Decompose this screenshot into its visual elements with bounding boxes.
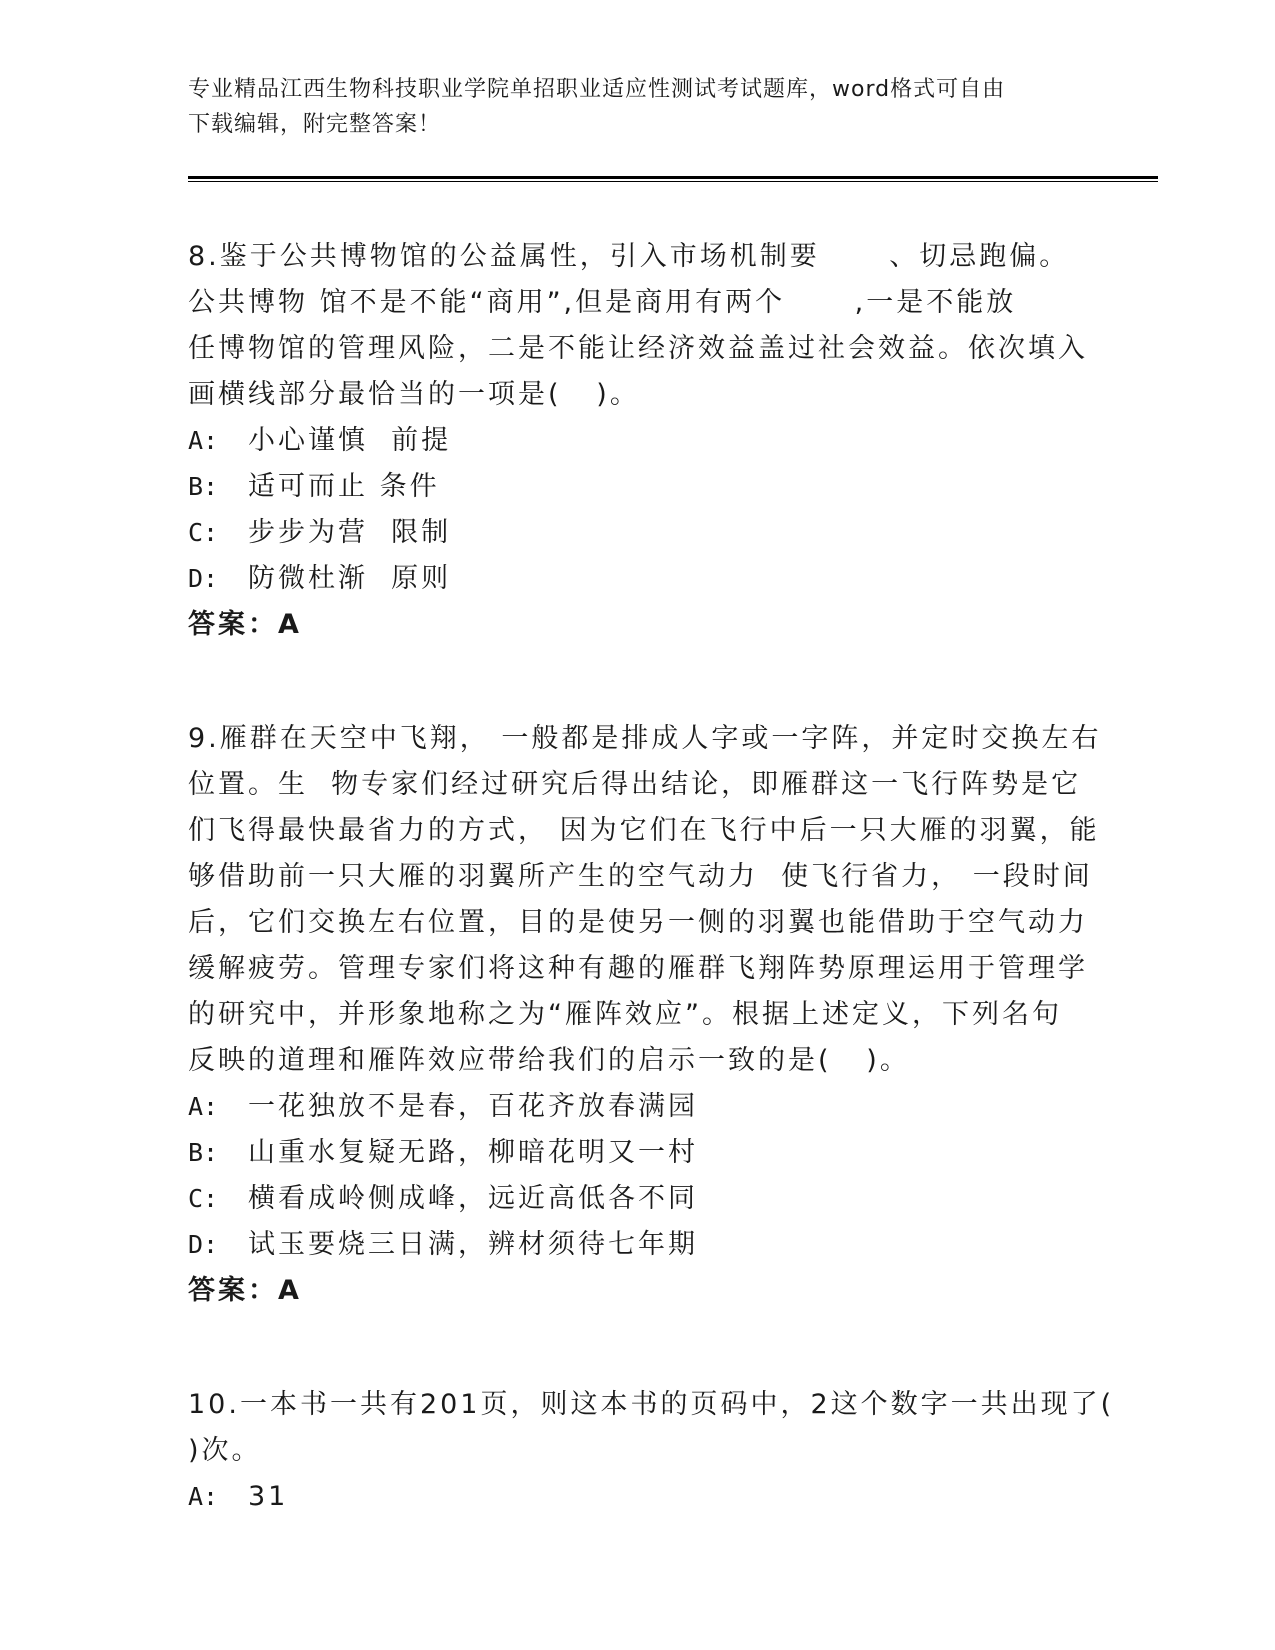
option-letter: D:: [188, 564, 219, 593]
option-text: 31: [248, 1481, 289, 1512]
question-text-line: 位置。生 物专家们经过研究后得出结论，即雁群这一飞行阵势是它: [188, 769, 1082, 800]
question-8: [188, 234, 1088, 648]
document-header: [188, 72, 1088, 142]
question-text-line: 们飞得最快最省力的方式， 因为它们在飞行中后一只大雁的羽翼，能: [188, 815, 1100, 846]
option-d: [188, 556, 1088, 602]
option-letter: C:: [188, 1184, 219, 1213]
question-spacer: [188, 648, 1088, 716]
question-text-line: 任博物馆的管理风险，二是不能让经济效益盖过社会效益。依次填入: [188, 333, 1088, 364]
option-b: [188, 464, 1088, 510]
option-c: [188, 1176, 1088, 1222]
option-text: 步步为营 限制: [248, 517, 452, 548]
answer-key: 答案：A: [188, 609, 302, 640]
header-line-2: 下载编辑，附完整答案！: [188, 112, 442, 137]
question-text-line: 9.雁群在天空中飞翔， 一般都是排成人字或一字阵，并定时交换左右: [188, 723, 1102, 754]
question-text-line: 公共博物 馆不是不能“商用”,但是商用有两个 ,一是不能放: [188, 287, 1017, 318]
question-text-line: 后，它们交换左右位置，目的是使另一侧的羽翼也能借助于空气动力: [188, 907, 1088, 938]
option-d: [188, 1222, 1088, 1268]
header-divider-thick: [188, 176, 1158, 179]
question-text-line: 10.一本书一共有201页，则这本书的页码中，2这个数字一共出现了(: [188, 1389, 1115, 1420]
option-a: [188, 1474, 1088, 1520]
option-a: [188, 418, 1088, 464]
option-letter: D:: [188, 1230, 219, 1259]
question-10: [188, 1382, 1115, 1520]
option-b: [188, 1130, 1088, 1176]
question-text-line: 反映的道理和雁阵效应带给我们的启示一致的是( )。: [188, 1045, 910, 1076]
option-letter: A:: [188, 1092, 219, 1121]
header-line-1: 专业精品江西生物科技职业学院单招职业适应性测试考试题库，word格式可自由: [188, 77, 1006, 102]
question-text-line: 够借助前一只大雁的羽翼所产生的空气动力 使飞行省力， 一段时间: [188, 861, 1093, 892]
question-text-line: 缓解疲劳。管理专家们将这种有趣的雁群飞翔阵势原理运用于管理学: [188, 953, 1088, 984]
option-text: 山重水复疑无路，柳暗花明又一村: [248, 1137, 698, 1168]
question-text-line: )次。: [188, 1435, 262, 1466]
answer-key: 答案：A: [188, 1275, 302, 1306]
option-letter: B:: [188, 1138, 219, 1167]
option-text: 适可而止 条件: [248, 471, 440, 502]
option-text: 横看成岭侧成峰，远近高低各不同: [248, 1183, 698, 1214]
header-divider-thin: [188, 181, 1158, 182]
question-list: [188, 234, 1115, 1520]
option-letter: A:: [188, 426, 219, 455]
option-a: [188, 1084, 1088, 1130]
question-text-line: 画横线部分最恰当的一项是( )。: [188, 379, 640, 410]
option-letter: B:: [188, 472, 219, 501]
option-text: 防微杜渐 原则: [248, 563, 452, 594]
option-text: 试玉要烧三日满，辨材须待七年期: [248, 1229, 698, 1260]
option-letter: C:: [188, 518, 219, 547]
option-text: 一花独放不是春，百花齐放春满园: [248, 1091, 698, 1122]
option-letter: A:: [188, 1482, 219, 1511]
option-c: [188, 510, 1088, 556]
question-text-line: 8.鉴于公共博物馆的公益属性，引入市场机制要 、切忌跑偏。: [188, 241, 1070, 272]
question-9: [188, 716, 1102, 1314]
question-spacer: [188, 1314, 1088, 1382]
option-text: 小心谨慎 前提: [248, 425, 452, 456]
question-text-line: 的研究中，并形象地称之为“雁阵效应”。根据上述定义，下列名句: [188, 999, 1062, 1030]
